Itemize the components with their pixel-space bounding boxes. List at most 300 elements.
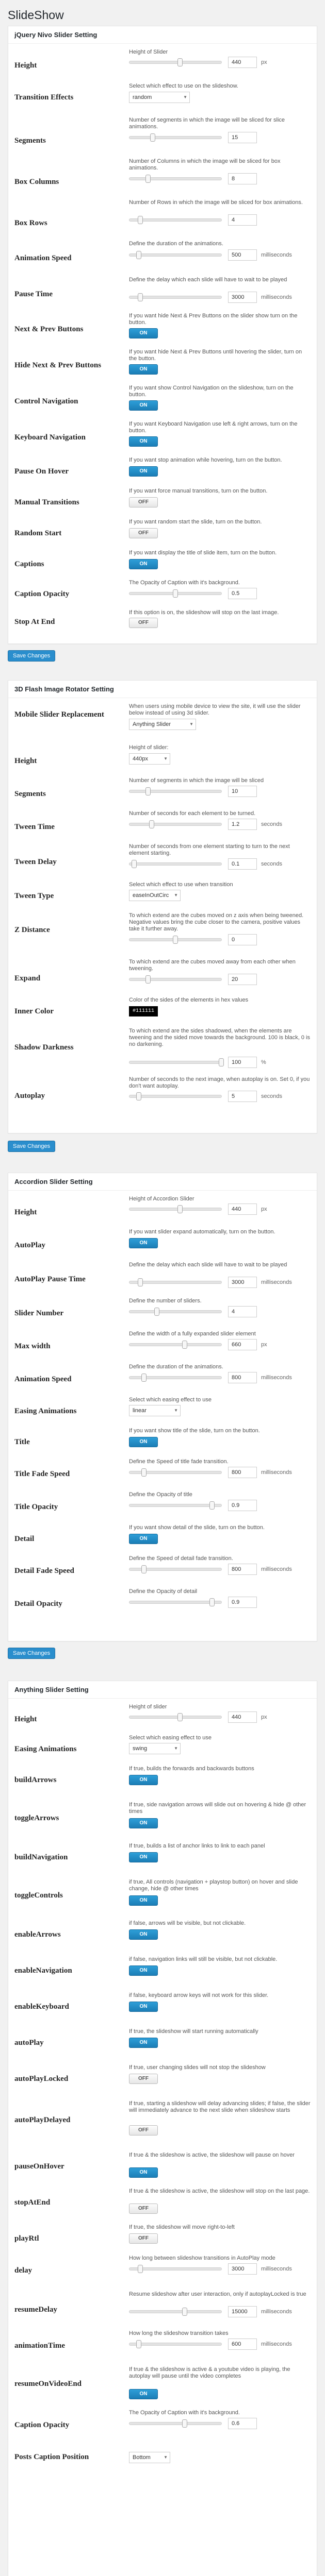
- setting-description: How long between slideshow transitions in AutoPlay mode: [129, 2255, 275, 2261]
- height-input[interactable]: 440: [228, 57, 257, 68]
- resume-delay-slider[interactable]: [129, 2310, 222, 2313]
- box-columns-input[interactable]: 8: [228, 173, 257, 184]
- select-value: swing: [133, 1745, 148, 1752]
- setting-row: [14, 1459, 311, 1486]
- slider-handle[interactable]: [173, 589, 178, 598]
- detail-fade-speed-input[interactable]: 800: [228, 1564, 257, 1575]
- flash-3d-settings-panel: [8, 680, 317, 1133]
- slider-handle[interactable]: [138, 293, 143, 301]
- setting-row: [14, 1492, 311, 1519]
- setting-control: [129, 1735, 311, 1752]
- setting-description: If you want slider expand automatically, turn on the button.: [129, 1229, 275, 1235]
- setting-label: Detail Opacity: [14, 1600, 62, 1608]
- animation-time-slider[interactable]: [129, 2343, 222, 2346]
- setting-description: The Opacity of Caption with it's background.: [129, 580, 240, 586]
- pause-time-input[interactable]: 3000: [228, 292, 257, 303]
- z-distance-input[interactable]: 0: [228, 934, 257, 945]
- setting-description: Define the Speed of detail fade transition.: [129, 1555, 233, 1562]
- expand-input[interactable]: 20: [228, 974, 257, 985]
- setting-control: [129, 349, 311, 372]
- unit-label: milliseconds: [261, 2341, 292, 2347]
- setting-row: [14, 1802, 311, 1838]
- setting-label: Slider Number: [14, 1309, 64, 1317]
- setting-label: Easing Animations: [14, 1407, 77, 1415]
- setting-control: [129, 1028, 311, 1065]
- setting-label: Height: [14, 61, 37, 70]
- easing-select[interactable]: [129, 1743, 181, 1754]
- setting-row: [14, 2224, 311, 2250]
- hide-next-prev-toggle[interactable]: ON: [129, 364, 158, 375]
- setting-description: Height of slider:: [129, 744, 169, 751]
- animation-speed-slider[interactable]: [129, 253, 222, 257]
- setting-label: toggleControls: [14, 1891, 63, 1900]
- slider-handle[interactable]: [177, 58, 183, 66]
- stop-at-end-toggle[interactable]: OFF: [129, 618, 158, 628]
- setting-control: [129, 1262, 311, 1285]
- setting-control: [129, 1555, 311, 1572]
- slider-handle[interactable]: [141, 1374, 147, 1382]
- setting-row: [14, 199, 311, 235]
- detail-toggle[interactable]: ON: [129, 1534, 158, 1544]
- save-changes-button[interactable]: Save Changes: [8, 650, 55, 662]
- slider-handle[interactable]: [145, 175, 151, 183]
- setting-row: [14, 550, 311, 575]
- stop-at-end-toggle[interactable]: OFF: [129, 2204, 158, 2214]
- setting-description: if false, arrows will be visible, but not clickable.: [129, 1920, 246, 1926]
- setting-control: [129, 550, 311, 567]
- slider-handle[interactable]: [219, 1058, 224, 1066]
- setting-description: To which extend are the cubes moved on z axis when being tweened. Negative values bring the cube closer to the camera, positive values take it further away.: [129, 912, 304, 932]
- setting-description: If this option is on, the slideshow will stop on the last image.: [129, 609, 279, 616]
- setting-row: [14, 744, 311, 772]
- setting-row: [14, 2152, 311, 2183]
- setting-control: [129, 1397, 311, 1414]
- setting-control: [129, 1229, 311, 1246]
- setting-row: [14, 1735, 311, 1760]
- pause-hover-toggle[interactable]: ON: [129, 466, 158, 477]
- setting-label: buildArrows: [14, 1776, 57, 1784]
- caption-opacity-slider[interactable]: [129, 592, 222, 595]
- setting-description: When users using mobile device to view the site, it will use the slider below instead of using 3d slider.: [129, 703, 301, 716]
- slider-handle[interactable]: [138, 216, 143, 224]
- segments-slider[interactable]: [129, 136, 222, 139]
- shadow-darkness-input[interactable]: 100: [228, 1057, 257, 1068]
- easing-select[interactable]: [129, 1405, 181, 1416]
- setting-label: toggleArrows: [14, 1814, 59, 1822]
- slider-handle[interactable]: [177, 1205, 183, 1213]
- jquery-nivo-settings-panel: [8, 26, 317, 644]
- title-opacity-slider[interactable]: [129, 1504, 222, 1507]
- setting-label: pauseOnHover: [14, 2162, 64, 2171]
- setting-control: [129, 1298, 311, 1315]
- setting-control: [129, 1843, 311, 1860]
- setting-control: [129, 1076, 311, 1099]
- setting-control: [129, 1992, 311, 2009]
- panel-title: Accordion Slider Setting: [8, 1173, 317, 1191]
- height-slider[interactable]: [129, 1716, 222, 1719]
- accordion-settings-panel: [8, 1173, 317, 1641]
- slider-handle[interactable]: [141, 1468, 147, 1477]
- segments-slider[interactable]: [129, 790, 222, 793]
- setting-description: To which extend are the sides shadowed, when the elements are tweening and the sided move towards the background. 100 is black, 0 is no darkening.: [129, 1028, 310, 1047]
- setting-description: If you want show title of the slide, turn on the button.: [129, 1428, 260, 1434]
- setting-control: [129, 843, 311, 867]
- autoplay-slider[interactable]: [129, 1095, 222, 1098]
- setting-row: [14, 277, 311, 308]
- setting-label: playRtl: [14, 2234, 39, 2243]
- setting-row: [14, 703, 311, 739]
- caption-position-select[interactable]: [129, 2452, 170, 2463]
- slider-handle[interactable]: [145, 787, 151, 795]
- setting-row: [14, 1076, 311, 1109]
- setting-label: Segments: [14, 790, 46, 798]
- setting-row: [14, 117, 311, 153]
- setting-control: [129, 810, 311, 827]
- setting-description: If you want show detail of the slide, turn on the button.: [129, 1524, 265, 1531]
- setting-control: [129, 385, 311, 408]
- setting-label: Animation Speed: [14, 1375, 72, 1383]
- setting-label: Keyboard Navigation: [14, 433, 86, 442]
- setting-description: If you want Keyboard Navigation use left & right arrows, turn on the button.: [129, 421, 298, 434]
- setting-row: [14, 1331, 311, 1359]
- setting-row: [14, 2255, 311, 2286]
- setting-control: [129, 959, 311, 982]
- setting-description: Height of slider: [129, 1704, 167, 1710]
- setting-row: [14, 349, 311, 380]
- setting-label: Next & Prev Buttons: [14, 325, 84, 333]
- setting-control: [129, 703, 311, 727]
- shadow-darkness-slider[interactable]: [129, 1061, 222, 1064]
- autoplay-toggle[interactable]: ON: [129, 1238, 158, 1248]
- detail-fade-speed-slider[interactable]: [129, 1568, 222, 1571]
- pause-time-slider[interactable]: [129, 296, 222, 299]
- slider-number-input[interactable]: 4: [228, 1306, 257, 1317]
- setting-description: If true, starting a slideshow will delay advancing slides; if false, the slider will immediately advance to the next slide when slideshow starts: [129, 2100, 311, 2113]
- setting-label: Title Opacity: [14, 1503, 58, 1511]
- setting-row: [14, 158, 311, 194]
- setting-control: [129, 488, 311, 505]
- setting-row: [14, 810, 311, 838]
- pause-on-hover-toggle[interactable]: ON: [129, 2167, 158, 2178]
- dropdown-arrow-icon: ▼: [183, 95, 187, 99]
- setting-control: [129, 158, 311, 182]
- anything-slider-settings-panel: [8, 1681, 317, 2576]
- setting-label: Random Start: [14, 529, 62, 537]
- setting-label: Easing Animations: [14, 1745, 77, 1753]
- setting-control: [129, 1802, 311, 1826]
- auto-play-toggle[interactable]: ON: [129, 2038, 158, 2048]
- slider-handle[interactable]: [182, 2308, 187, 2316]
- setting-label: Detail: [14, 1535, 35, 1543]
- delay-input[interactable]: 3000: [228, 2263, 257, 2275]
- auto-play-locked-toggle[interactable]: OFF: [129, 2074, 158, 2084]
- select-value: random: [133, 94, 152, 100]
- setting-description: if true, All controls (navigation + playstop button) on hover and slide change, hide @ other times: [129, 1879, 298, 1892]
- resume-on-video-end-toggle[interactable]: ON: [129, 2389, 158, 2399]
- slider-handle[interactable]: [136, 1092, 141, 1100]
- autoplay-pause-time-slider[interactable]: [129, 1281, 222, 1284]
- setting-row: [14, 488, 311, 514]
- slider-handle[interactable]: [136, 2340, 141, 2348]
- setting-row: [14, 1879, 311, 1915]
- setting-row: [14, 49, 311, 77]
- dropdown-arrow-icon: ▼: [164, 756, 168, 761]
- setting-row: [14, 1704, 311, 1730]
- page-title: SlideShow: [8, 8, 64, 22]
- setting-control: [129, 117, 311, 141]
- setting-description: Number of Rows in which the image will be sliced for box animations.: [129, 199, 303, 206]
- build-navigation-toggle[interactable]: ON: [129, 1852, 158, 1862]
- save-changes-button[interactable]: Save Changes: [8, 1648, 55, 1659]
- box-rows-input[interactable]: 4: [228, 214, 257, 226]
- slider-handle[interactable]: [182, 2419, 187, 2428]
- autoplay-pause-time-input[interactable]: 3000: [228, 1277, 257, 1288]
- caption-opacity-slider[interactable]: [129, 2422, 222, 2425]
- title-toggle[interactable]: ON: [129, 1437, 158, 1447]
- setting-row: [14, 1588, 311, 1616]
- slider-handle[interactable]: [209, 1501, 215, 1510]
- setting-description: Define the number of sliders.: [129, 1298, 202, 1304]
- setting-row: [14, 2028, 311, 2059]
- expand-slider[interactable]: [129, 978, 222, 981]
- enable-keyboard-toggle[interactable]: ON: [129, 2002, 158, 2012]
- unit-label: %: [261, 1059, 266, 1065]
- setting-label: Stop At End: [14, 618, 55, 626]
- height-slider[interactable]: [129, 61, 222, 64]
- setting-label: Inner Color: [14, 1007, 54, 1015]
- tween-delay-slider[interactable]: [129, 862, 222, 866]
- setting-control: [129, 2224, 311, 2241]
- setting-description: Select which easing effect to use: [129, 1397, 212, 1403]
- setting-control: [129, 313, 311, 336]
- setting-row: [14, 1920, 311, 1951]
- toggle-controls-toggle[interactable]: ON: [129, 1895, 158, 1906]
- setting-description: Number of segments in which the image will be sliced: [129, 777, 264, 784]
- transition-effects-select[interactable]: [129, 92, 190, 103]
- setting-control: [129, 609, 311, 625]
- keyboard-nav-toggle[interactable]: ON: [129, 436, 158, 447]
- setting-description: if false, keyboard arrow keys will not work for this slider.: [129, 1992, 269, 1998]
- setting-control: [129, 1364, 311, 1381]
- setting-label: Transition Effects: [14, 93, 74, 101]
- setting-control: [129, 2152, 311, 2175]
- setting-description: If true & the slideshow is active & a youtube video is playing, the autoplay will pause until the video completes: [129, 2366, 290, 2379]
- setting-label: Autoplay: [14, 1092, 45, 1100]
- setting-label: Shadow Darkness: [14, 1043, 74, 1052]
- setting-row: [14, 2064, 311, 2095]
- title-fade-speed-input[interactable]: 800: [228, 1467, 257, 1478]
- height-input[interactable]: 440: [228, 1711, 257, 1723]
- dropdown-arrow-icon: ▼: [174, 1408, 178, 1413]
- unit-label: milliseconds: [261, 1566, 292, 1572]
- setting-label: Expand: [14, 974, 41, 982]
- unit-label: px: [261, 1714, 267, 1720]
- select-value: linear: [133, 1408, 147, 1414]
- random-start-toggle[interactable]: OFF: [129, 528, 158, 538]
- segments-input[interactable]: 15: [228, 132, 257, 143]
- setting-row: [14, 777, 311, 805]
- setting-label: resumeDelay: [14, 2306, 58, 2314]
- setting-row: [14, 1028, 311, 1071]
- setting-row: [14, 2446, 311, 2471]
- slider-handle[interactable]: [141, 1565, 147, 1573]
- setting-label: Mobile Slider Replacement: [14, 710, 104, 719]
- unit-label: milliseconds: [261, 1279, 292, 1285]
- setting-description: If true, builds a list of anchor links to link to each panel: [129, 1843, 265, 1849]
- detail-opacity-input[interactable]: 0.9: [228, 1597, 257, 1608]
- animation-time-input[interactable]: 600: [228, 2338, 257, 2350]
- setting-control: [129, 1920, 311, 1937]
- slider-handle[interactable]: [138, 1278, 143, 1286]
- setting-description: Number of Columns in which the image will be sliced for box animations.: [129, 158, 281, 171]
- setting-row: [14, 1196, 311, 1224]
- manual-transitions-toggle[interactable]: OFF: [129, 497, 158, 507]
- setting-description: If you want force manual transitions, turn on the button.: [129, 488, 268, 494]
- setting-description: If true, the slideshow will start running automatically: [129, 2028, 258, 2035]
- height-input[interactable]: 440: [228, 1204, 257, 1215]
- slider-handle[interactable]: [150, 133, 155, 142]
- box-rows-slider[interactable]: [129, 218, 222, 222]
- unit-label: seconds: [261, 1093, 282, 1099]
- z-distance-slider[interactable]: [129, 938, 222, 941]
- unit-label: milliseconds: [261, 252, 292, 258]
- enable-arrows-toggle[interactable]: ON: [129, 1929, 158, 1940]
- setting-description: If you want show Control Navigation on the slideshow, turn on the button.: [129, 385, 294, 398]
- autoplay-input[interactable]: 5: [228, 1091, 257, 1102]
- tween-type-select[interactable]: [129, 890, 181, 901]
- enable-navigation-toggle[interactable]: ON: [129, 1965, 158, 1976]
- slider-number-slider[interactable]: [129, 1310, 222, 1313]
- detail-opacity-slider[interactable]: [129, 1601, 222, 1604]
- mobile-replacement-select[interactable]: [129, 719, 196, 730]
- delay-slider[interactable]: [129, 2267, 222, 2270]
- build-arrows-toggle[interactable]: ON: [129, 1775, 158, 1785]
- setting-description: Define the Opacity of title: [129, 1492, 192, 1498]
- setting-description: If you want display the title of slide item, turn on the button.: [129, 550, 277, 556]
- setting-label: Posts Caption Position: [14, 2453, 89, 2461]
- setting-description: Resume slideshow after user interaction, only if autoplayLocked is true: [129, 2291, 306, 2297]
- setting-description: If true, user changing slides will not stop the slideshow: [129, 2064, 266, 2071]
- slider-handle[interactable]: [132, 860, 137, 868]
- control-nav-toggle[interactable]: ON: [129, 400, 158, 411]
- setting-description: Define the Opacity of detail: [129, 1588, 198, 1595]
- setting-description: If true, the slideshow will move right-to-left: [129, 2224, 235, 2230]
- setting-label: delay: [14, 2266, 32, 2275]
- animation-speed-input[interactable]: 800: [228, 1372, 257, 1383]
- slider-handle[interactable]: [145, 975, 151, 984]
- setting-control: [129, 1524, 311, 1541]
- slider-handle[interactable]: [136, 251, 141, 259]
- setting-label: animationTime: [14, 2342, 66, 2350]
- setting-row: [14, 519, 311, 545]
- title-fade-speed-slider[interactable]: [129, 1471, 222, 1474]
- setting-row: [14, 457, 311, 483]
- height-slider[interactable]: [129, 1208, 222, 1211]
- setting-control: [129, 1704, 311, 1720]
- setting-description: Select which effect to use when transition: [129, 882, 233, 888]
- auto-play-delayed-toggle[interactable]: OFF: [129, 2125, 158, 2136]
- title-opacity-input[interactable]: 0.9: [228, 1500, 257, 1511]
- setting-description: If true & the slideshow is active, the slideshow will pause on hover: [129, 2152, 295, 2158]
- animation-speed-input[interactable]: 500: [228, 249, 257, 261]
- tween-delay-input[interactable]: 0.1: [228, 858, 257, 870]
- unit-label: milliseconds: [261, 2309, 292, 2315]
- setting-control: [129, 1196, 311, 1212]
- setting-row: [14, 912, 311, 954]
- setting-row: [14, 882, 311, 907]
- setting-control: [129, 2366, 311, 2397]
- setting-description: If you want hide Next & Prev Buttons on the slider show turn on the button.: [129, 313, 298, 326]
- setting-control: [129, 1492, 311, 1509]
- setting-row: [14, 421, 311, 452]
- setting-description: if false, navigation links will still be visible, but not clickable.: [129, 1956, 278, 1962]
- play-rtl-toggle[interactable]: OFF: [129, 2233, 158, 2244]
- resume-delay-input[interactable]: 15000: [228, 2306, 257, 2317]
- setting-control: [129, 277, 311, 300]
- slider-handle[interactable]: [177, 1713, 183, 1721]
- setting-description: Define the width of a fully expanded slider element: [129, 1331, 256, 1337]
- setting-label: enableKeyboard: [14, 2003, 69, 2011]
- setting-control: [129, 457, 311, 474]
- setting-row: [14, 1364, 311, 1392]
- setting-label: Hide Next & Prev Buttons: [14, 361, 102, 369]
- setting-description: Define the delay which each slide will have to wait to be played: [129, 1262, 287, 1268]
- setting-label: Height: [14, 757, 37, 765]
- slider-handle[interactable]: [138, 2265, 143, 2273]
- caption-opacity-input[interactable]: 0.5: [228, 588, 257, 599]
- slider-handle[interactable]: [149, 820, 154, 828]
- setting-row: [14, 2188, 311, 2219]
- dropdown-arrow-icon: ▼: [174, 893, 178, 897]
- max-width-slider[interactable]: [129, 1343, 222, 1346]
- setting-description: Color of the sides of the elements in hex values: [129, 997, 249, 1003]
- setting-row: [14, 1555, 311, 1583]
- setting-control: [129, 199, 311, 223]
- slider-handle[interactable]: [209, 1598, 215, 1606]
- save-changes-button[interactable]: Save Changes: [8, 1141, 55, 1152]
- setting-description: Height of Accordion Slider: [129, 1196, 194, 1202]
- slider-handle[interactable]: [173, 936, 178, 944]
- height-select[interactable]: [129, 753, 170, 765]
- setting-description: If you want hide Next & Prev Buttons until hovering the slider, turn on the button.: [129, 349, 302, 362]
- select-value: Anything Slider: [133, 721, 171, 727]
- tween-time-slider[interactable]: [129, 823, 222, 826]
- slider-handle[interactable]: [154, 1308, 159, 1316]
- caption-opacity-input[interactable]: 0.6: [228, 2418, 257, 2429]
- animation-speed-slider[interactable]: [129, 1376, 222, 1379]
- setting-label: Control Navigation: [14, 397, 78, 405]
- inner-color-picker[interactable]: #111111: [129, 1006, 158, 1016]
- max-width-input[interactable]: 660: [228, 1339, 257, 1350]
- setting-description: Height of Slider: [129, 49, 168, 55]
- tween-time-input[interactable]: 1.2: [228, 819, 257, 830]
- select-value: Bottom: [133, 2454, 151, 2461]
- box-columns-slider[interactable]: [129, 177, 222, 180]
- setting-control: [129, 912, 311, 943]
- segments-input[interactable]: 10: [228, 786, 257, 797]
- setting-description: How long the slideshow transition takes: [129, 2330, 229, 2336]
- setting-control: [129, 882, 311, 899]
- setting-control: [129, 519, 311, 536]
- toggle-arrows-toggle[interactable]: ON: [129, 1818, 158, 1828]
- setting-control: [129, 2255, 311, 2272]
- captions-toggle[interactable]: ON: [129, 559, 158, 569]
- setting-label: Title: [14, 1438, 30, 1446]
- next-prev-toggle[interactable]: ON: [129, 328, 158, 338]
- setting-label: Caption Opacity: [14, 2421, 70, 2429]
- setting-label: autoPlay: [14, 2039, 44, 2047]
- slider-handle[interactable]: [182, 1341, 187, 1349]
